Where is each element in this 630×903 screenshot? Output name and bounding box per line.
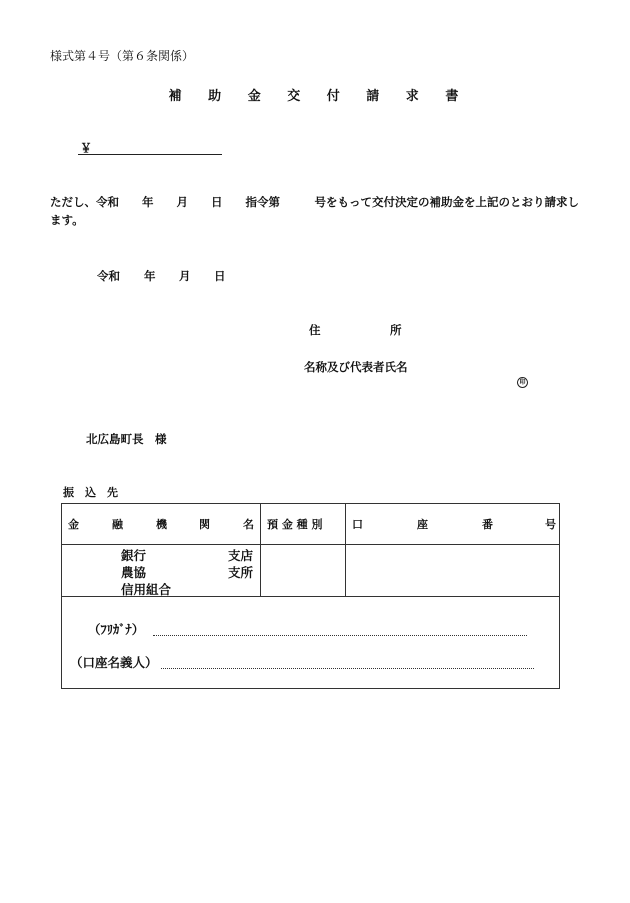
representative-name-label: 名称及び代表者氏名 [304,360,408,374]
option-nokyo[interactable]: 農協 [121,565,147,580]
header-institution-char: 融 [112,518,123,531]
deposit-type-cell[interactable] [261,545,344,595]
option-credit-union[interactable]: 信用組合 [121,582,172,597]
address-label-left: 住 [309,323,321,337]
seal-mark-icon: 印 [517,377,528,388]
header-account-char: 口 [352,518,363,531]
transfer-table [61,503,560,689]
account-number-cell[interactable] [346,545,559,595]
transfer-heading: 振 込 先 [63,486,118,499]
option-branch-office[interactable]: 支所 [228,565,254,580]
amount-field[interactable] [78,140,222,155]
header-account-char: 番 [482,518,493,531]
header-deposit-type: 預 金 種 別 [267,518,323,531]
header-account-char: 座 [417,518,428,531]
option-branch-store[interactable]: 支店 [228,548,254,563]
header-account-char: 号 [545,518,556,531]
furigana-label: （ﾌﾘｶﾞﾅ） [88,622,145,637]
furigana-input-line[interactable] [153,635,527,636]
request-statement: ただし、令和 年 月 日 指令第 号をもって交付決定の補助金を上記のとおり請求します。 [50,195,579,227]
document-title: 補 助 金 交 付 請 求 書 [168,89,470,104]
header-institution-char: 関 [199,518,210,531]
address-label-right: 所 [390,323,402,337]
date-month-label: 月 [179,269,191,283]
date-reiwa-label: 令和 [97,269,120,283]
option-bank[interactable]: 銀行 [121,548,147,563]
header-institution-char: 名 [243,518,254,531]
account-holder-label: （口座名義人） [70,655,158,670]
addressee: 北広島町長 様 [86,432,167,446]
yen-symbol: ￥ [80,141,93,155]
account-holder-input-line[interactable] [161,668,534,669]
form-number: 様式第４号（第６条関係） [50,49,195,63]
header-institution-char: 機 [156,518,167,531]
date-year-label: 年 [144,269,156,283]
header-institution-char: 金 [68,518,79,531]
date-day-label: 日 [214,269,226,283]
